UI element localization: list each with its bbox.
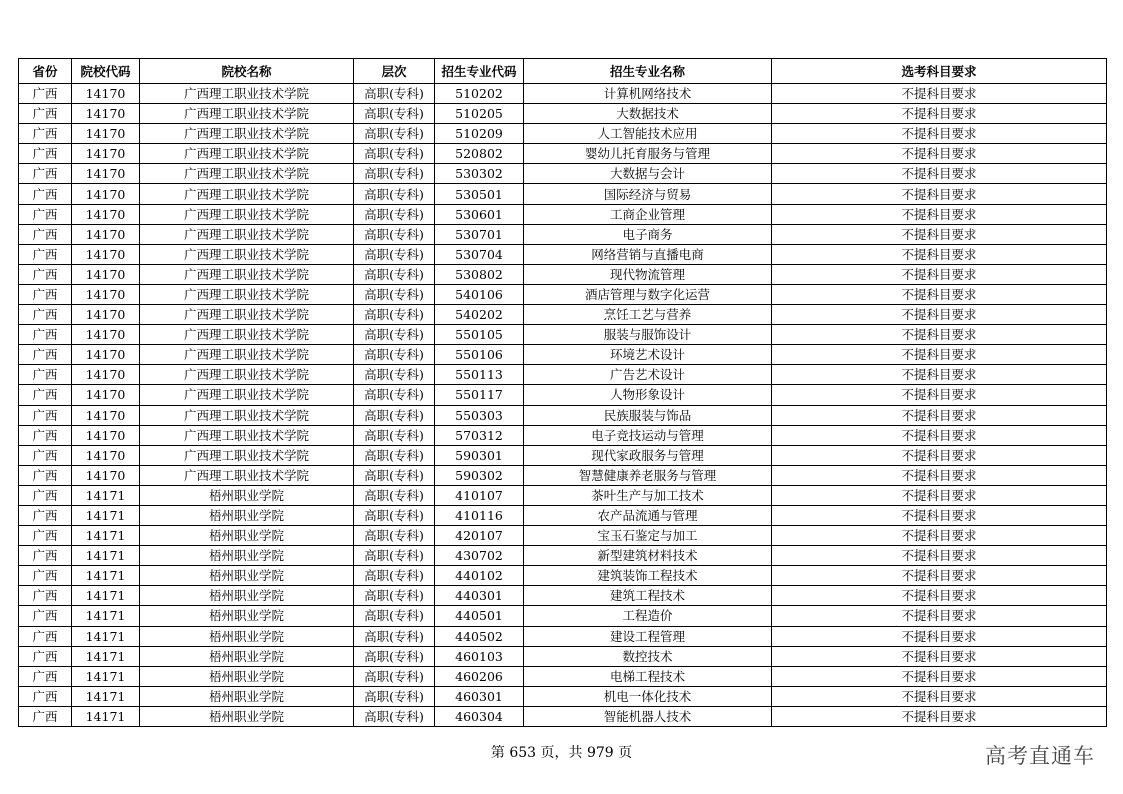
cell-school-code: 14171 <box>72 626 140 646</box>
cell-major-code: 410107 <box>435 485 524 505</box>
cell-subject-requirement: 不提科目要求 <box>772 385 1107 405</box>
page-number: 第 653 页，共 979 页 <box>490 745 633 761</box>
cell-level: 高职(专科) <box>354 586 435 606</box>
cell-major-name: 建筑工程技术 <box>524 586 772 606</box>
cell-major-code: 440102 <box>435 566 524 586</box>
table-row <box>19 465 1107 485</box>
cell-level: 高职(专科) <box>354 445 435 465</box>
cell-major-name: 建设工程管理 <box>524 626 772 646</box>
table-body <box>19 84 1107 727</box>
cell-school-name: 广西理工职业技术学院 <box>140 144 354 164</box>
cell-school-code: 14170 <box>72 124 140 144</box>
table-row <box>19 264 1107 284</box>
cell-province: 广西 <box>19 365 72 385</box>
cell-school-code: 14170 <box>72 144 140 164</box>
cell-subject-requirement: 不提科目要求 <box>772 184 1107 204</box>
cell-level: 高职(专科) <box>354 325 435 345</box>
cell-school-name: 梧州职业学院 <box>140 666 354 686</box>
cell-major-name: 智能机器人技术 <box>524 706 772 726</box>
table-row <box>19 184 1107 204</box>
table-row <box>19 144 1107 164</box>
table-row <box>19 305 1107 325</box>
cell-subject-requirement: 不提科目要求 <box>772 586 1107 606</box>
cell-level: 高职(专科) <box>354 606 435 626</box>
cell-school-code: 14171 <box>72 706 140 726</box>
table-row <box>19 224 1107 244</box>
cell-level: 高职(专科) <box>354 666 435 686</box>
cell-level: 高职(专科) <box>354 626 435 646</box>
cell-subject-requirement: 不提科目要求 <box>772 365 1107 385</box>
table-row <box>19 686 1107 706</box>
cell-major-code: 420107 <box>435 526 524 546</box>
cell-major-name: 计算机网络技术 <box>524 84 772 104</box>
cell-school-name: 广西理工职业技术学院 <box>140 164 354 184</box>
cell-school-code: 14170 <box>72 325 140 345</box>
table-row <box>19 526 1107 546</box>
cell-major-code: 440502 <box>435 626 524 646</box>
cell-school-code: 14171 <box>72 666 140 686</box>
cell-school-name: 广西理工职业技术学院 <box>140 244 354 264</box>
cell-subject-requirement: 不提科目要求 <box>772 606 1107 626</box>
cell-subject-requirement: 不提科目要求 <box>772 425 1107 445</box>
cell-major-name: 智慧健康养老服务与管理 <box>524 465 772 485</box>
cell-school-code: 14170 <box>72 365 140 385</box>
cell-level: 高职(专科) <box>354 84 435 104</box>
cell-major-code: 550303 <box>435 405 524 425</box>
table-row <box>19 325 1107 345</box>
cell-province: 广西 <box>19 144 72 164</box>
cell-major-code: 540202 <box>435 305 524 325</box>
cell-major-name: 电子竞技运动与管理 <box>524 425 772 445</box>
cell-school-name: 梧州职业学院 <box>140 686 354 706</box>
cell-subject-requirement: 不提科目要求 <box>772 686 1107 706</box>
cell-subject-requirement: 不提科目要求 <box>772 144 1107 164</box>
cell-subject-requirement: 不提科目要求 <box>772 546 1107 566</box>
cell-level: 高职(专科) <box>354 566 435 586</box>
cell-major-code: 520802 <box>435 144 524 164</box>
cell-level: 高职(专科) <box>354 224 435 244</box>
cell-major-name: 宝玉石鉴定与加工 <box>524 526 772 546</box>
cell-province: 广西 <box>19 325 72 345</box>
cell-school-name: 梧州职业学院 <box>140 706 354 726</box>
cell-level: 高职(专科) <box>354 706 435 726</box>
cell-province: 广西 <box>19 566 72 586</box>
cell-level: 高职(专科) <box>354 244 435 264</box>
cell-major-code: 430702 <box>435 546 524 566</box>
cell-school-name: 广西理工职业技术学院 <box>140 345 354 365</box>
cell-major-code: 550113 <box>435 365 524 385</box>
table-row <box>19 204 1107 224</box>
cell-major-name: 大数据与会计 <box>524 164 772 184</box>
table-row <box>19 244 1107 264</box>
table-row <box>19 365 1107 385</box>
cell-province: 广西 <box>19 204 72 224</box>
cell-province: 广西 <box>19 646 72 666</box>
cell-province: 广西 <box>19 546 72 566</box>
cell-school-code: 14170 <box>72 184 140 204</box>
cell-school-code: 14170 <box>72 264 140 284</box>
cell-subject-requirement: 不提科目要求 <box>772 124 1107 144</box>
cell-school-name: 广西理工职业技术学院 <box>140 385 354 405</box>
table-row <box>19 104 1107 124</box>
cell-level: 高职(专科) <box>354 385 435 405</box>
header-school-code: 院校代码 <box>72 59 140 84</box>
cell-school-name: 梧州职业学院 <box>140 566 354 586</box>
cell-major-name: 环境艺术设计 <box>524 345 772 365</box>
cell-school-name: 广西理工职业技术学院 <box>140 264 354 284</box>
cell-province: 广西 <box>19 284 72 304</box>
cell-major-name: 民族服装与饰品 <box>524 405 772 425</box>
table-header-row <box>19 59 1107 84</box>
cell-province: 广西 <box>19 224 72 244</box>
cell-school-name: 广西理工职业技术学院 <box>140 184 354 204</box>
cell-major-name: 农产品流通与管理 <box>524 505 772 525</box>
cell-school-name: 梧州职业学院 <box>140 626 354 646</box>
cell-school-code: 14170 <box>72 305 140 325</box>
table-row <box>19 505 1107 525</box>
cell-province: 广西 <box>19 626 72 646</box>
cell-major-name: 电梯工程技术 <box>524 666 772 686</box>
cell-school-code: 14170 <box>72 244 140 264</box>
cell-subject-requirement: 不提科目要求 <box>772 104 1107 124</box>
cell-level: 高职(专科) <box>354 164 435 184</box>
cell-subject-requirement: 不提科目要求 <box>772 405 1107 425</box>
cell-school-code: 14171 <box>72 546 140 566</box>
cell-level: 高职(专科) <box>354 124 435 144</box>
cell-subject-requirement: 不提科目要求 <box>772 505 1107 525</box>
cell-major-name: 酒店管理与数字化运营 <box>524 284 772 304</box>
cell-school-name: 梧州职业学院 <box>140 526 354 546</box>
cell-province: 广西 <box>19 586 72 606</box>
cell-major-name: 机电一体化技术 <box>524 686 772 706</box>
cell-school-name: 梧州职业学院 <box>140 485 354 505</box>
cell-province: 广西 <box>19 686 72 706</box>
cell-subject-requirement: 不提科目要求 <box>772 244 1107 264</box>
cell-school-code: 14171 <box>72 686 140 706</box>
cell-level: 高职(专科) <box>354 425 435 445</box>
cell-subject-requirement: 不提科目要求 <box>772 566 1107 586</box>
cell-level: 高职(专科) <box>354 104 435 124</box>
cell-province: 广西 <box>19 706 72 726</box>
cell-level: 高职(专科) <box>354 264 435 284</box>
cell-province: 广西 <box>19 405 72 425</box>
cell-major-code: 550105 <box>435 325 524 345</box>
cell-major-code: 510205 <box>435 104 524 124</box>
cell-major-name: 网络营销与直播电商 <box>524 244 772 264</box>
cell-major-name: 现代物流管理 <box>524 264 772 284</box>
cell-major-name: 国际经济与贸易 <box>524 184 772 204</box>
table-row <box>19 425 1107 445</box>
cell-major-code: 440301 <box>435 586 524 606</box>
cell-major-code: 510202 <box>435 84 524 104</box>
cell-major-name: 电子商务 <box>524 224 772 244</box>
cell-level: 高职(专科) <box>354 546 435 566</box>
cell-school-name: 广西理工职业技术学院 <box>140 365 354 385</box>
table-row <box>19 445 1107 465</box>
cell-major-code: 590302 <box>435 465 524 485</box>
cell-school-name: 广西理工职业技术学院 <box>140 305 354 325</box>
cell-school-code: 14170 <box>72 284 140 304</box>
cell-school-code: 14170 <box>72 224 140 244</box>
cell-level: 高职(专科) <box>354 505 435 525</box>
cell-school-name: 广西理工职业技术学院 <box>140 425 354 445</box>
table-row <box>19 284 1107 304</box>
table-row <box>19 706 1107 726</box>
table-row <box>19 626 1107 646</box>
cell-school-code: 14171 <box>72 606 140 626</box>
cell-major-code: 460206 <box>435 666 524 686</box>
cell-major-code: 530601 <box>435 204 524 224</box>
cell-school-name: 广西理工职业技术学院 <box>140 445 354 465</box>
cell-school-code: 14170 <box>72 405 140 425</box>
cell-school-code: 14171 <box>72 646 140 666</box>
cell-subject-requirement: 不提科目要求 <box>772 325 1107 345</box>
cell-level: 高职(专科) <box>354 465 435 485</box>
cell-major-name: 茶叶生产与加工技术 <box>524 485 772 505</box>
cell-major-code: 460304 <box>435 706 524 726</box>
cell-subject-requirement: 不提科目要求 <box>772 284 1107 304</box>
cell-level: 高职(专科) <box>354 405 435 425</box>
header-major-name: 招生专业名称 <box>524 59 772 84</box>
cell-major-name: 广告艺术设计 <box>524 365 772 385</box>
cell-school-code: 14170 <box>72 445 140 465</box>
cell-school-code: 14170 <box>72 204 140 224</box>
cell-level: 高职(专科) <box>354 646 435 666</box>
cell-school-code: 14171 <box>72 586 140 606</box>
cell-school-name: 梧州职业学院 <box>140 505 354 525</box>
cell-major-name: 人物形象设计 <box>524 385 772 405</box>
cell-level: 高职(专科) <box>354 526 435 546</box>
table-row <box>19 546 1107 566</box>
cell-subject-requirement: 不提科目要求 <box>772 84 1107 104</box>
table-row <box>19 566 1107 586</box>
table-row <box>19 164 1107 184</box>
cell-province: 广西 <box>19 264 72 284</box>
cell-level: 高职(专科) <box>354 686 435 706</box>
cell-school-code: 14170 <box>72 104 140 124</box>
cell-school-code: 14170 <box>72 345 140 365</box>
cell-subject-requirement: 不提科目要求 <box>772 264 1107 284</box>
cell-school-code: 14171 <box>72 485 140 505</box>
cell-school-name: 广西理工职业技术学院 <box>140 204 354 224</box>
cell-province: 广西 <box>19 445 72 465</box>
cell-major-name: 人工智能技术应用 <box>524 124 772 144</box>
header-province: 省份 <box>19 59 72 84</box>
table-row <box>19 345 1107 365</box>
cell-school-name: 广西理工职业技术学院 <box>140 84 354 104</box>
cell-level: 高职(专科) <box>354 284 435 304</box>
cell-major-code: 460103 <box>435 646 524 666</box>
cell-major-code: 540106 <box>435 284 524 304</box>
cell-level: 高职(专科) <box>354 485 435 505</box>
cell-school-code: 14171 <box>72 505 140 525</box>
cell-province: 广西 <box>19 526 72 546</box>
cell-province: 广西 <box>19 465 72 485</box>
cell-major-name: 烹饪工艺与营养 <box>524 305 772 325</box>
cell-province: 广西 <box>19 104 72 124</box>
cell-school-name: 广西理工职业技术学院 <box>140 284 354 304</box>
cell-level: 高职(专科) <box>354 345 435 365</box>
cell-school-name: 梧州职业学院 <box>140 606 354 626</box>
cell-subject-requirement: 不提科目要求 <box>772 305 1107 325</box>
cell-province: 广西 <box>19 84 72 104</box>
cell-subject-requirement: 不提科目要求 <box>772 445 1107 465</box>
cell-school-name: 广西理工职业技术学院 <box>140 124 354 144</box>
cell-school-name: 梧州职业学院 <box>140 586 354 606</box>
cell-school-code: 14170 <box>72 465 140 485</box>
cell-school-name: 梧州职业学院 <box>140 546 354 566</box>
cell-province: 广西 <box>19 244 72 264</box>
cell-province: 广西 <box>19 606 72 626</box>
cell-school-name: 广西理工职业技术学院 <box>140 104 354 124</box>
cell-school-name: 广西理工职业技术学院 <box>140 405 354 425</box>
cell-school-name: 梧州职业学院 <box>140 646 354 666</box>
cell-major-name: 工商企业管理 <box>524 204 772 224</box>
cell-major-code: 410116 <box>435 505 524 525</box>
table-row <box>19 405 1107 425</box>
cell-major-code: 530704 <box>435 244 524 264</box>
cell-major-name: 婴幼儿托育服务与管理 <box>524 144 772 164</box>
cell-major-name: 服装与服饰设计 <box>524 325 772 345</box>
cell-major-code: 460301 <box>435 686 524 706</box>
cell-level: 高职(专科) <box>354 204 435 224</box>
cell-major-code: 590301 <box>435 445 524 465</box>
cell-major-code: 510209 <box>435 124 524 144</box>
cell-major-code: 570312 <box>435 425 524 445</box>
cell-school-code: 14171 <box>72 566 140 586</box>
cell-province: 广西 <box>19 184 72 204</box>
cell-school-name: 广西理工职业技术学院 <box>140 465 354 485</box>
header-subject-requirement: 选考科目要求 <box>772 59 1107 84</box>
cell-province: 广西 <box>19 164 72 184</box>
cell-level: 高职(专科) <box>354 365 435 385</box>
cell-major-code: 530302 <box>435 164 524 184</box>
cell-subject-requirement: 不提科目要求 <box>772 706 1107 726</box>
cell-school-code: 14170 <box>72 84 140 104</box>
cell-subject-requirement: 不提科目要求 <box>772 526 1107 546</box>
cell-major-code: 530701 <box>435 224 524 244</box>
cell-subject-requirement: 不提科目要求 <box>772 224 1107 244</box>
table-row <box>19 646 1107 666</box>
cell-major-code: 550117 <box>435 385 524 405</box>
cell-subject-requirement: 不提科目要求 <box>772 666 1107 686</box>
cell-province: 广西 <box>19 485 72 505</box>
cell-subject-requirement: 不提科目要求 <box>772 204 1107 224</box>
cell-school-code: 14171 <box>72 526 140 546</box>
table-row <box>19 124 1107 144</box>
table-row <box>19 84 1107 104</box>
cell-major-name: 新型建筑材料技术 <box>524 546 772 566</box>
admission-table <box>18 58 1107 727</box>
cell-school-name: 广西理工职业技术学院 <box>140 325 354 345</box>
cell-school-code: 14170 <box>72 385 140 405</box>
cell-province: 广西 <box>19 345 72 365</box>
cell-subject-requirement: 不提科目要求 <box>772 465 1107 485</box>
cell-province: 广西 <box>19 385 72 405</box>
cell-province: 广西 <box>19 124 72 144</box>
table-row <box>19 385 1107 405</box>
cell-major-name: 大数据技术 <box>524 104 772 124</box>
header-major-code: 招生专业代码 <box>435 59 524 84</box>
cell-major-name: 建筑装饰工程技术 <box>524 566 772 586</box>
cell-school-code: 14170 <box>72 164 140 184</box>
cell-level: 高职(专科) <box>354 184 435 204</box>
cell-major-code: 550106 <box>435 345 524 365</box>
cell-subject-requirement: 不提科目要求 <box>772 626 1107 646</box>
cell-major-code: 530501 <box>435 184 524 204</box>
header-level: 层次 <box>354 59 435 84</box>
cell-school-code: 14170 <box>72 425 140 445</box>
cell-province: 广西 <box>19 505 72 525</box>
cell-major-code: 440501 <box>435 606 524 626</box>
cell-subject-requirement: 不提科目要求 <box>772 646 1107 666</box>
cell-major-name: 现代家政服务与管理 <box>524 445 772 465</box>
cell-level: 高职(专科) <box>354 144 435 164</box>
cell-province: 广西 <box>19 425 72 445</box>
table-row <box>19 586 1107 606</box>
header-school-name: 院校名称 <box>140 59 354 84</box>
table-row <box>19 666 1107 686</box>
cell-subject-requirement: 不提科目要求 <box>772 164 1107 184</box>
cell-major-name: 数控技术 <box>524 646 772 666</box>
cell-major-name: 工程造价 <box>524 606 772 626</box>
table-row <box>19 485 1107 505</box>
cell-subject-requirement: 不提科目要求 <box>772 345 1107 365</box>
cell-level: 高职(专科) <box>354 305 435 325</box>
cell-province: 广西 <box>19 305 72 325</box>
cell-major-code: 530802 <box>435 264 524 284</box>
cell-school-name: 广西理工职业技术学院 <box>140 224 354 244</box>
watermark-logo: 高考直通车 <box>985 744 1095 768</box>
cell-subject-requirement: 不提科目要求 <box>772 485 1107 505</box>
cell-province: 广西 <box>19 666 72 686</box>
table-row <box>19 606 1107 626</box>
